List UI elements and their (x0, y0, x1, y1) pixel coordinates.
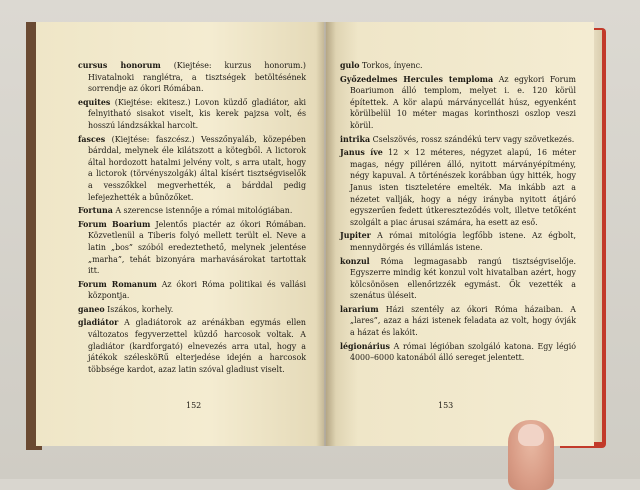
glossary-term: intrika (340, 134, 371, 144)
glossary-term: Jupiter (340, 231, 371, 241)
glossary-term: konzul (340, 256, 370, 266)
glossary-term: légionárius (340, 341, 390, 351)
glossary-entry (78, 279, 306, 302)
glossary-definition: Házi szentély az ókori Róma házaiban. A „lares”, azaz a házi istenek feladata az volt, hogy óvják a házat és lakóit. (350, 304, 576, 338)
glossary-entry (78, 219, 306, 277)
glossary-entry (78, 304, 306, 316)
glossary-entry (340, 256, 576, 302)
glossary-entry (78, 97, 306, 132)
glossary-definition: Torkos, ínyenc. (359, 61, 423, 70)
glossary-entry (340, 304, 576, 339)
page-number: 152 (186, 401, 202, 411)
glossary-entry (340, 147, 576, 228)
glossary-definition: A gladiátorok az arénákban egymás ellen változatos fegyverzettel küzdő harcosok voltak. A gladiátor (kardforgató) elnevezés arra utal, hogy a játékok szélesköRű elterjedése idején a harcosok többsége kardot, azaz latin szóval gladiust viselt. (88, 318, 306, 374)
glossary-definition: (Kiejtése: faszcész.) Vesszőnyaláb, közepében bárddal, melynek éle kilátszott a kötegből. A lictorok által hordozott hatalmi jelvény volt, s arra utalt, hogy a lictorok (törvényszolgák) által kísért tisztségviselők a vesszőkkel megverhették, a bárddal pedig lefejezhették a bűnözőket. (88, 134, 306, 202)
glossary-entry (78, 205, 306, 217)
right-page (326, 22, 594, 446)
glossary-term: cursus honorum (78, 61, 161, 70)
glossary-entry (78, 134, 306, 204)
glossary-term: Forum Boarium (78, 219, 151, 229)
glossary-list-right (340, 60, 576, 364)
glossary-definition: 12 × 12 méteres, négyzet alapú, 16 méter magas, négy pilléren álló, nyitott márványépítmény, négy kapuval. A történészek korábban úgy hitték, hogy Janus isten tiszteletére emelték. Ma inkább azt a nézetet vallják, hogy a négy irányba nyitott átjáró egyszerűen fedett útkereszteződés volt, illetve tetőként szolgált a piac árusai számára, ha esett az eső. (350, 148, 576, 227)
glossary-entry (340, 341, 576, 364)
glossary-term: gulo (340, 61, 360, 70)
page-number: 153 (438, 401, 454, 411)
glossary-definition: Az egykori Forum Boariumon álló templom, melyet i. e. 120 körül építettek. A kör alapú márványcellát húsz, egyenként körülbelül 10 méter magas korinthoszi oszlop veszi körül. (350, 74, 576, 130)
glossary-list-left (78, 60, 306, 375)
glossary-term: gladiátor (78, 318, 119, 328)
left-page (36, 22, 324, 446)
glossary-term: fasces (78, 134, 106, 144)
glossary-term: equites (78, 97, 111, 107)
glossary-entry (340, 230, 576, 253)
glossary-definition: Cselszövés, rossz szándékú terv vagy szövetkezés. (370, 134, 575, 144)
glossary-term: Forum Romanum (78, 279, 157, 289)
glossary-entry (340, 74, 576, 132)
glossary-definition: A szerencse istennője a római mitológiában. (112, 206, 293, 216)
glossary-definition: (Kiejtése: kurzus honorum.) Hivatalnoki ranglétra, a tisztségek betöltésének sorrendje az ókori Rómában. (88, 61, 306, 94)
glossary-definition: Róma legmagasabb rangú tisztségviselője. Egyszerre mindig két konzul volt hivatalban azért, hogy kölcsönösen ellenőrizzék egymást. Ők vezették a szenátus üléseit. (350, 256, 576, 301)
glossary-entry (78, 60, 306, 95)
glossary-term: Győzedelmes Hercules temploma (340, 74, 494, 84)
glossary-entry (340, 134, 576, 146)
glossary-definition: A római légióban szolgáló katona. Egy légió 4000–6000 katonából álló sereget jelentett. (350, 341, 576, 363)
glossary-entry (78, 317, 306, 375)
glossary-term: Janus íve (340, 148, 383, 158)
glossary-definition: (Kiejtése: ekitesz.) Lovon küzdő gladiátor, aki felnyitható sisakot viselt, kis kerek pajzsa volt, és hosszú lándzsákkal harcolt. (88, 97, 306, 130)
thumbnail-nail (518, 424, 544, 446)
book-gutter (316, 22, 336, 446)
glossary-term: Fortuna (78, 206, 113, 216)
glossary-definition: Jelentős piactér az ókori Rómában. Közvetlenül a Tiberis folyó mellett terült el. Neve a latin „bos” szóból eredeztethető, melynek jelentése „marha”, tehát bizonyára marhavásárokat tartottak itt. (88, 219, 306, 276)
glossary-term: ganeo (78, 304, 105, 314)
glossary-definition: Az ókori Róma politikai és vallási központja. (88, 279, 307, 301)
glossary-definition: Iszákos, korhely. (104, 304, 174, 314)
glossary-term: lararium (340, 304, 379, 314)
glossary-entry (340, 60, 576, 72)
glossary-definition: A római mitológia legfőbb istene. Az égbolt, mennydörgés és villámlás istene. (350, 231, 576, 252)
